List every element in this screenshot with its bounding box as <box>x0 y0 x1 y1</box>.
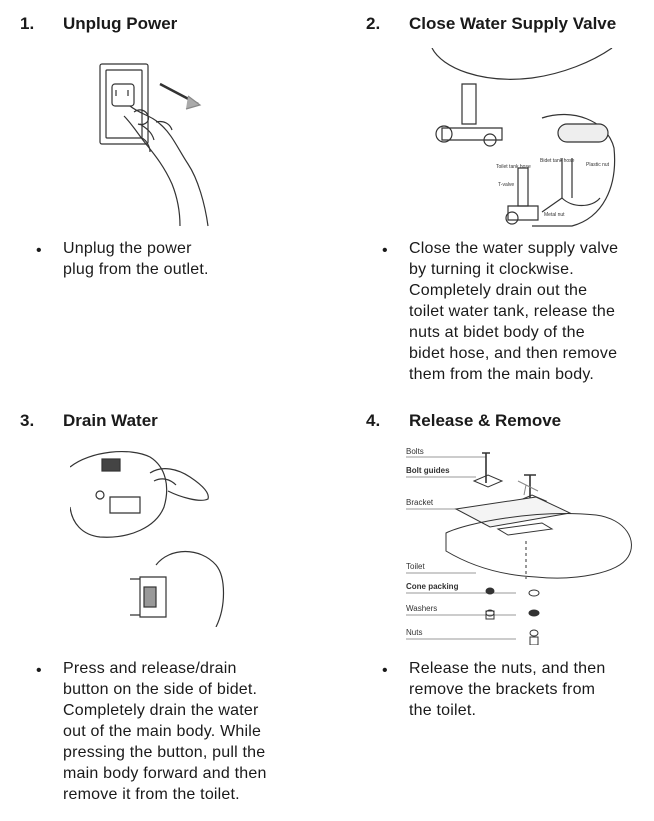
label-cone-packing: Cone packing <box>406 582 459 591</box>
label-bolt-guides: Bolt guides <box>406 466 450 475</box>
step-3-description: Press and release/drain button on the side of bidet. Completely drain the water out of the main body. While pressing the button, pull the main body forward and then remove it from the toilet. <box>63 660 267 803</box>
step-number: 4. <box>366 411 381 430</box>
bullet: • <box>36 242 42 259</box>
drain-water-illustration <box>70 447 230 627</box>
step-number: 3. <box>20 411 35 430</box>
unplug-power-illustration <box>80 54 230 229</box>
label-toilet-tank-hose: Toilet tank hose <box>496 164 531 170</box>
step-2-description: Close the water supply valve by turning it clockwise. Completely drain out the toilet water tank, release the nuts at bidet body of the bidet hose, and then remove them from the main body. <box>409 240 619 383</box>
label-nuts: Nuts <box>406 628 423 637</box>
outlet-plate <box>100 64 148 144</box>
step-title: Close Water Supply Valve <box>409 14 617 33</box>
step-title: Release & Remove <box>409 411 562 430</box>
step-number: 1. <box>20 14 35 33</box>
label-plastic-nut: Plastic nut <box>586 162 610 168</box>
step-4-description: Release the nuts, and then remove the brackets from the toilet. <box>409 660 606 719</box>
label-t-valve: T-valve <box>498 182 515 188</box>
water-valve-illustration <box>422 48 622 228</box>
step-title: Drain Water <box>63 411 158 430</box>
label-bracket: Bracket <box>406 498 434 507</box>
step-number: 2. <box>366 14 381 33</box>
toilet-tank-outline <box>432 48 612 79</box>
label-metal-nut: Metal nut <box>544 212 565 218</box>
step-title: Unplug Power <box>63 14 178 33</box>
step-1-description: Unplug the power plug from the outlet. <box>63 240 209 278</box>
bullet: • <box>382 242 388 259</box>
label-washers: Washers <box>406 604 438 613</box>
label-toilet: Toilet <box>406 562 425 571</box>
release-remove-illustration <box>406 445 636 645</box>
bullet: • <box>36 662 42 679</box>
label-bidet-tank-hose: Bidet tank hose <box>540 158 575 164</box>
label-bolts: Bolts <box>406 447 424 456</box>
bullet: • <box>382 662 388 679</box>
